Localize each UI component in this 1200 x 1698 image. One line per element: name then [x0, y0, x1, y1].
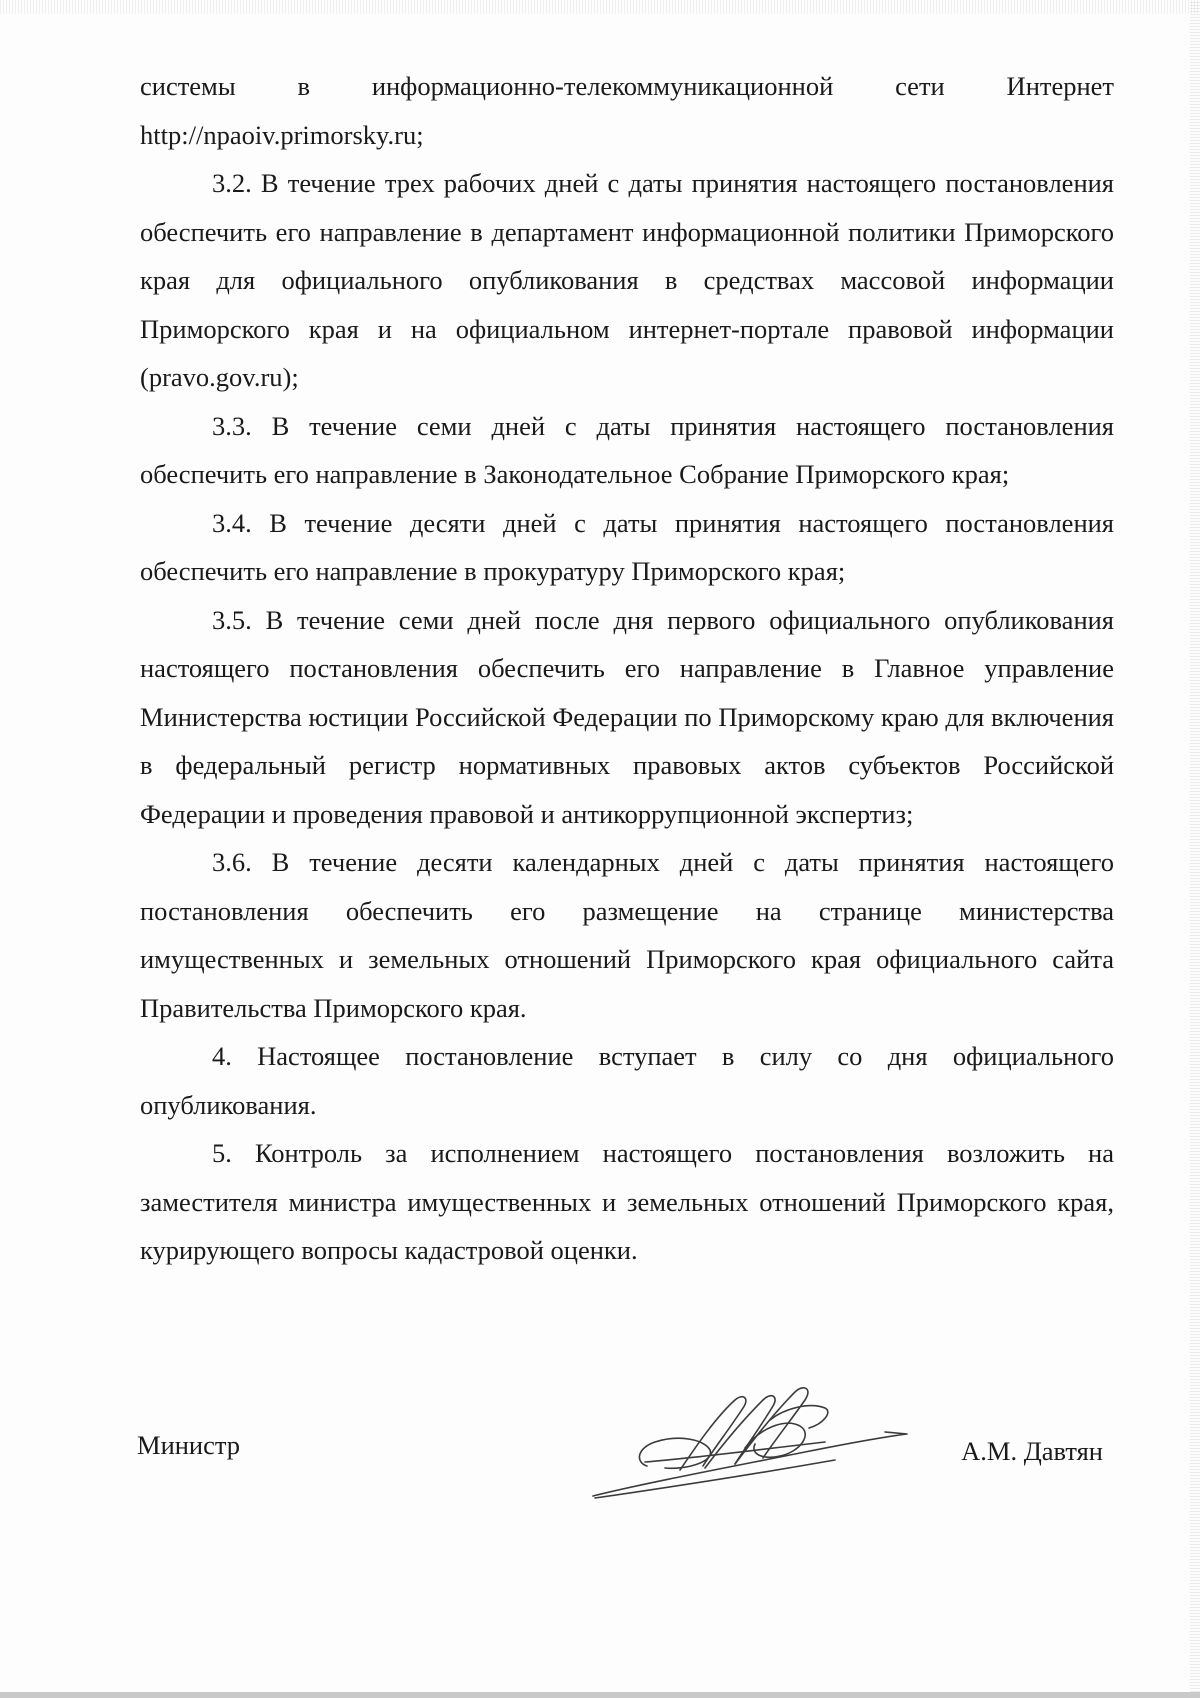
paragraph-4: 4. Настоящее постановление вступает в силу со дня официального опубликования. [140, 1041, 1114, 1120]
paragraph-5: 5. Контроль за исполнением настоящего постановления возложить на заместителя министра имущественных и земельных отношений Приморского края, курирующего вопросы кадастровой оценки. [140, 1138, 1114, 1265]
paragraph-3-6: 3.6. В течение десяти календарных дней с даты принятия настоящего постановления обеспечить его размещение на странице министерства имущественных и земельных отношений Приморского края официального сайта Правительства Приморского края. [140, 847, 1114, 1023]
document-body [140, 62, 1114, 1275]
paragraph-3-3: 3.3. В течение семи дней с даты принятия настоящего постановления обеспечить его направление в Законодательное Собрание Приморского края; [140, 410, 1114, 489]
scan-edge [0, 0, 1200, 14]
scan-edge [0, 1692, 1200, 1698]
paragraph-continuation: системы в информационно-телекоммуникационной сети Интернет http://npaoiv.primorsky.ru; [140, 71, 1114, 150]
paragraph-3-2: 3.2. В течение трех рабочих дней с даты принятия настоящего постановления обеспечить его направление в департамент информационной политики Приморского края для официального опубликования в средствах массовой информации Приморского края и на официальном интернет-портале правовой информации (pravo.gov.ru); [140, 168, 1114, 392]
scan-edge [1190, 0, 1200, 1698]
paragraph-3-4: 3.4. В течение десяти дней с даты принятия настоящего постановления обеспечить его направление в прокуратуру Приморского края; [140, 507, 1114, 586]
signatory-name: А.М. Давтян [961, 1436, 1103, 1466]
signatory-title: Министр [137, 1430, 241, 1460]
handwritten-signature [585, 1378, 915, 1508]
paragraph-3-5: 3.5. В течение семи дней после дня первого официального опубликования настоящего постановления обеспечить его направление в Главное управление Министерства юстиции Российской Федерации по Приморскому краю для включения в федеральный регистр нормативных правовых актов субъектов Российской Федерации и проведения правовой и антикоррупционной экспертиз; [140, 604, 1114, 829]
